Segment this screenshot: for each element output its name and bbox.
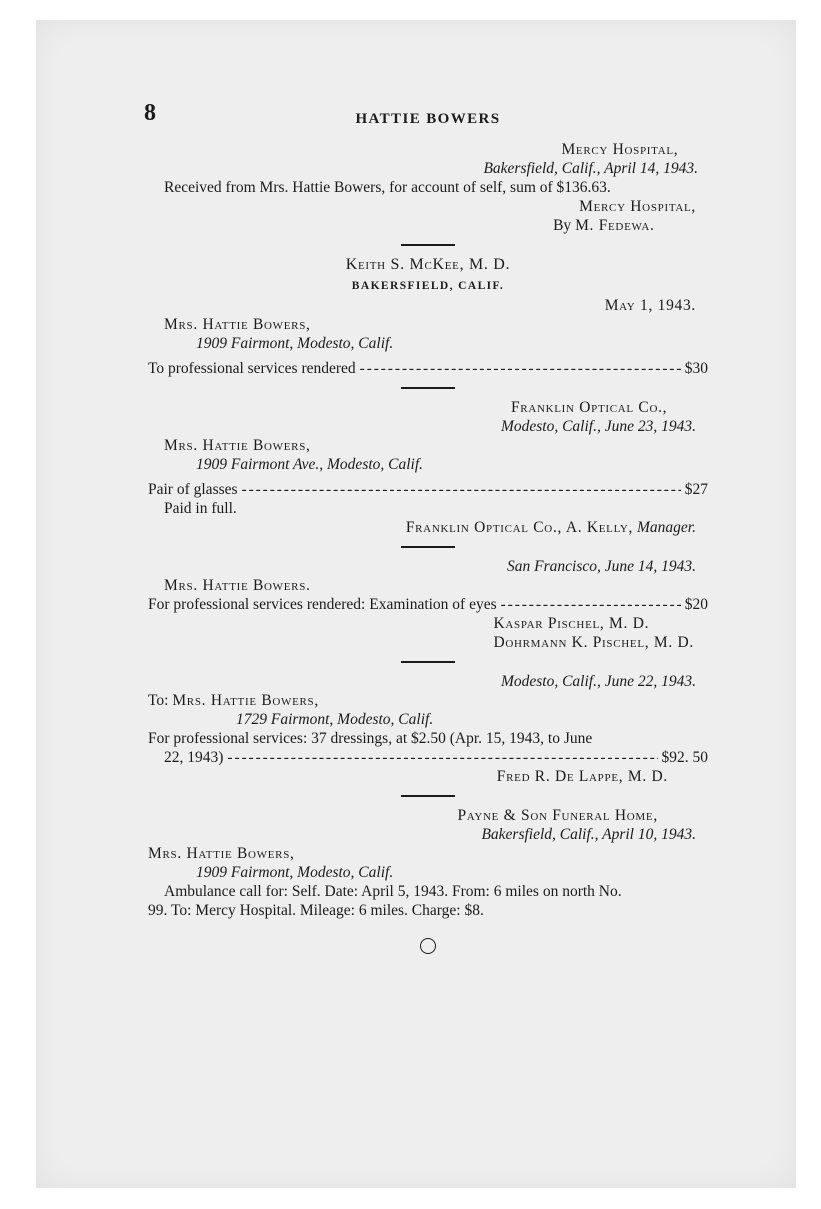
mercy-sign-org: Mercy Hospital, bbox=[579, 198, 696, 215]
delappe-service-dates: 22, 1943) bbox=[164, 749, 224, 766]
mercy-signed-by bbox=[553, 216, 696, 235]
pischel-service: For professional services rendered: Examination of eyes bbox=[148, 596, 497, 613]
delappe-service-line1: For professional services: 37 dressings, at $2.50 (Apr. 15, 1943, to June bbox=[148, 730, 593, 747]
delappe-signature: Fred R. De Lappe, M. D. bbox=[496, 768, 668, 785]
payne-recipient: Mrs. Hattie Bowers, bbox=[148, 845, 295, 862]
sign-by-prefix: By bbox=[553, 217, 572, 234]
mckee-doctor: Keith S. McKee, M. D. bbox=[345, 256, 511, 273]
mckee-recipient: Mrs. Hattie Bowers, bbox=[164, 316, 311, 333]
franklin-paid: Paid in full. bbox=[164, 500, 237, 517]
franklin-item-line bbox=[148, 480, 708, 499]
payne-address: 1909 Fairmont, Modesto, Calif. bbox=[196, 864, 394, 881]
franklin-location-date: Modesto, Calif., June 23, 1943. bbox=[500, 418, 696, 435]
delappe-amount: $92. 50 bbox=[661, 749, 708, 766]
delappe-address: 1729 Fairmont, Modesto, Calif. bbox=[236, 711, 434, 728]
document-body bbox=[144, 100, 708, 954]
pischel-location-date: San Francisco, June 14, 1943. bbox=[507, 558, 696, 575]
mercy-signer: M. Fedewa. bbox=[575, 217, 655, 234]
delappe-recipient-line bbox=[148, 691, 708, 710]
payne-funeral-invoice bbox=[148, 806, 708, 920]
pischel-sign-2: Dohrmann K. Pischel, M. D. bbox=[493, 634, 694, 651]
franklin-address: 1909 Fairmont Ave., Modesto, Calif. bbox=[196, 456, 424, 473]
franklin-recipient: Mrs. Hattie Bowers, bbox=[164, 437, 311, 454]
franklin-optical-invoice bbox=[148, 398, 708, 537]
mckee-city: BAKERSFIELD, CALIF. bbox=[351, 280, 505, 292]
payne-org: Payne & Son Funeral Home, bbox=[457, 807, 658, 824]
section-divider bbox=[401, 661, 455, 663]
payne-body-line2: 99. To: Mercy Hospital. Mileage: 6 miles. Charge: $8. bbox=[148, 902, 484, 919]
franklin-amount: $27 bbox=[684, 481, 708, 498]
delappe-service-line2 bbox=[148, 748, 708, 767]
to-prefix: To: bbox=[148, 692, 169, 709]
page-header bbox=[144, 100, 708, 140]
section-divider bbox=[401, 244, 455, 246]
pischel-service-line bbox=[148, 595, 708, 614]
mckee-address: 1909 Fairmont, Modesto, Calif. bbox=[196, 335, 394, 352]
running-title: HATTIE BOWERS bbox=[355, 111, 501, 127]
mercy-receipt-text: Received from Mrs. Hattie Bowers, for account of self, sum of $136.63. bbox=[164, 179, 611, 196]
franklin-signature bbox=[148, 518, 696, 537]
mckee-invoice bbox=[148, 255, 708, 378]
delappe-location-date: Modesto, Calif., June 22, 1943. bbox=[500, 673, 696, 690]
mercy-hospital-receipt bbox=[148, 140, 708, 235]
mckee-amount: $30 bbox=[684, 360, 708, 377]
payne-body-line1: Ambulance call for: Self. Date: April 5, 1943. From: 6 miles on north No. bbox=[164, 883, 622, 900]
end-mark-circle-icon bbox=[420, 938, 436, 954]
mckee-service: To professional services rendered bbox=[148, 360, 356, 377]
section-divider bbox=[401, 387, 455, 389]
delappe-recipient: Mrs. Hattie Bowers, bbox=[172, 692, 319, 709]
payne-location-date: Bakersfield, Calif., April 10, 1943. bbox=[481, 826, 696, 843]
section-divider bbox=[401, 546, 455, 548]
mckee-service-line bbox=[148, 359, 708, 378]
pischel-sign-1: Kaspar Pischel, M. D. bbox=[493, 615, 650, 632]
mercy-org: Mercy Hospital, bbox=[561, 141, 679, 158]
page-number: 8 bbox=[144, 100, 156, 126]
franklin-sign-title: Manager. bbox=[637, 519, 696, 536]
mckee-date: May 1, 1943. bbox=[604, 297, 696, 314]
pischel-recipient: Mrs. Hattie Bowers. bbox=[164, 577, 311, 594]
pischel-amount: $20 bbox=[684, 596, 708, 613]
franklin-sign-org: Franklin Optical Co., A. Kelly, bbox=[405, 519, 634, 536]
franklin-org: Franklin Optical Co., bbox=[510, 399, 668, 416]
franklin-item: Pair of glasses bbox=[148, 481, 238, 498]
mercy-location-date: Bakersfield, Calif., April 14, 1943. bbox=[483, 160, 698, 177]
delappe-invoice bbox=[148, 672, 708, 786]
section-divider bbox=[401, 795, 455, 797]
pischel-invoice bbox=[148, 557, 708, 652]
